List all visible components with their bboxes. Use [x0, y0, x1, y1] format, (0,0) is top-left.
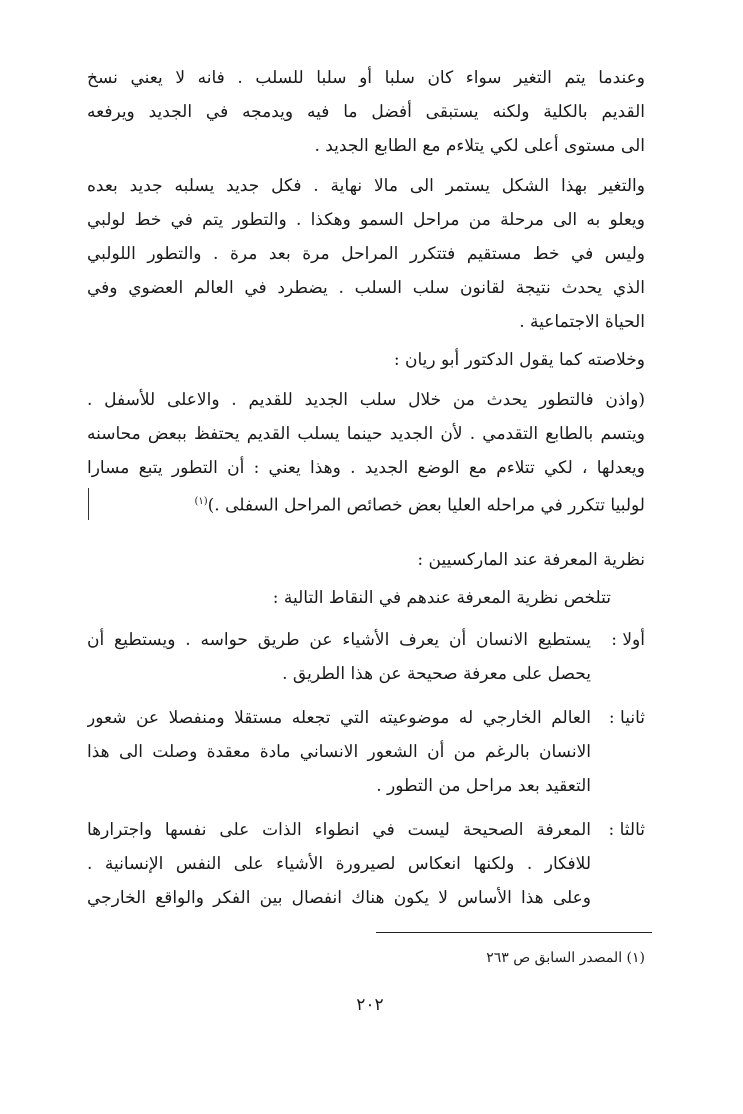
point-line: التعقيد بعد مراحل من التطور .	[376, 776, 591, 796]
quote-line: ويتسم بالطابع التقدمي . لأن الجديد حينما يسلب القديم يحتفظ ببعض محاسنه	[87, 424, 645, 444]
quote-last-text: لولبيا تتكرر في مراحله العليا بعض خصائص المراحل السفلى .)	[207, 495, 645, 516]
footnote: (١) المصدر السابق ص ٢٦٣	[486, 950, 645, 966]
point-label: ثانيا :	[608, 708, 645, 728]
text-line: القديم بالكلية ولكنه يستبقى أفضل ما فيه ويدمجه في الجديد ويرفعه	[87, 102, 645, 122]
text-line: والتغير بهذا الشكل يستمر الى مالا نهاية . فكل جديد يسلبه جديد بعده	[87, 176, 645, 196]
point-line: العالم الخارجي له موضوعيته التي تجعله مستقلا ومنفصلا عن شعور	[87, 708, 591, 728]
text-line: الى مستوى أعلى لكي يتلاءم مع الطابع الجديد .	[314, 136, 645, 156]
point-label: ثالثا :	[608, 820, 645, 840]
point-line: للافكار . ولكنها انعكاس لصيرورة الأشياء على النفس الإنسانية .	[87, 854, 591, 874]
section-heading: نظرية المعرفة عند الماركسيين :	[417, 550, 645, 570]
section-intro: تتلخص نظرية المعرفة عندهم في النقاط التالية :	[272, 588, 611, 608]
page-number: ٢٠٢	[356, 995, 384, 1015]
summary-intro: وخلاصته كما يقول الدكتور أبو ريان :	[393, 350, 645, 370]
footnote-rule	[376, 932, 652, 933]
text-line: الحياة الاجتماعية .	[519, 312, 645, 332]
point-line: وعلى هذا الأساس لا يكون هناك انفصال بين الفكر والواقع الخارجي	[87, 888, 591, 908]
text-line: الذي يحدث نتيجة لقانون سلب السلب . يضطرد في العالم العضوي وفي	[87, 278, 645, 298]
quote-line	[87, 486, 645, 518]
text-line: ويعلو به الى مرحلة من مراحل السمو وهكذا . والتطور يتم في خط لولبي	[87, 210, 645, 230]
text-line: وليس في خط مستقيم فتتكرر المراحل مرة بعد مرة . والتطور اللولبي	[87, 244, 645, 264]
text-line: وعندما يتم التغير سواء كان سلبا أو سلبا للسلب . فانه لا يعني نسخ	[87, 68, 645, 88]
point-label: أولا :	[611, 630, 645, 650]
point-line: يستطيع الانسان أن يعرف الأشياء عن طريق حواسه . ويستطيع أن	[87, 630, 591, 650]
quote-line: ويعدلها ، لكي تتلاءم مع الوضع الجديد . وهذا يعني : أن التطور يتبع مسارا	[87, 458, 645, 478]
margin-bar	[88, 488, 89, 520]
point-line: الانسان بالرغم من أن الشعور الانساني مادة معقدة وصلت الى هذا	[87, 742, 591, 762]
quote-line: (واذن فالتطور يحدث من خلال سلب الجديد للقديم . والاعلى للأسفل .	[87, 390, 645, 410]
point-line: المعرفة الصحيحة ليست في انطواء الذات على نفسها واجترارها	[87, 820, 591, 840]
footnote-ref: (١)	[194, 496, 208, 507]
point-line: يحصل على معرفة صحيحة عن هذا الطريق .	[282, 664, 591, 684]
